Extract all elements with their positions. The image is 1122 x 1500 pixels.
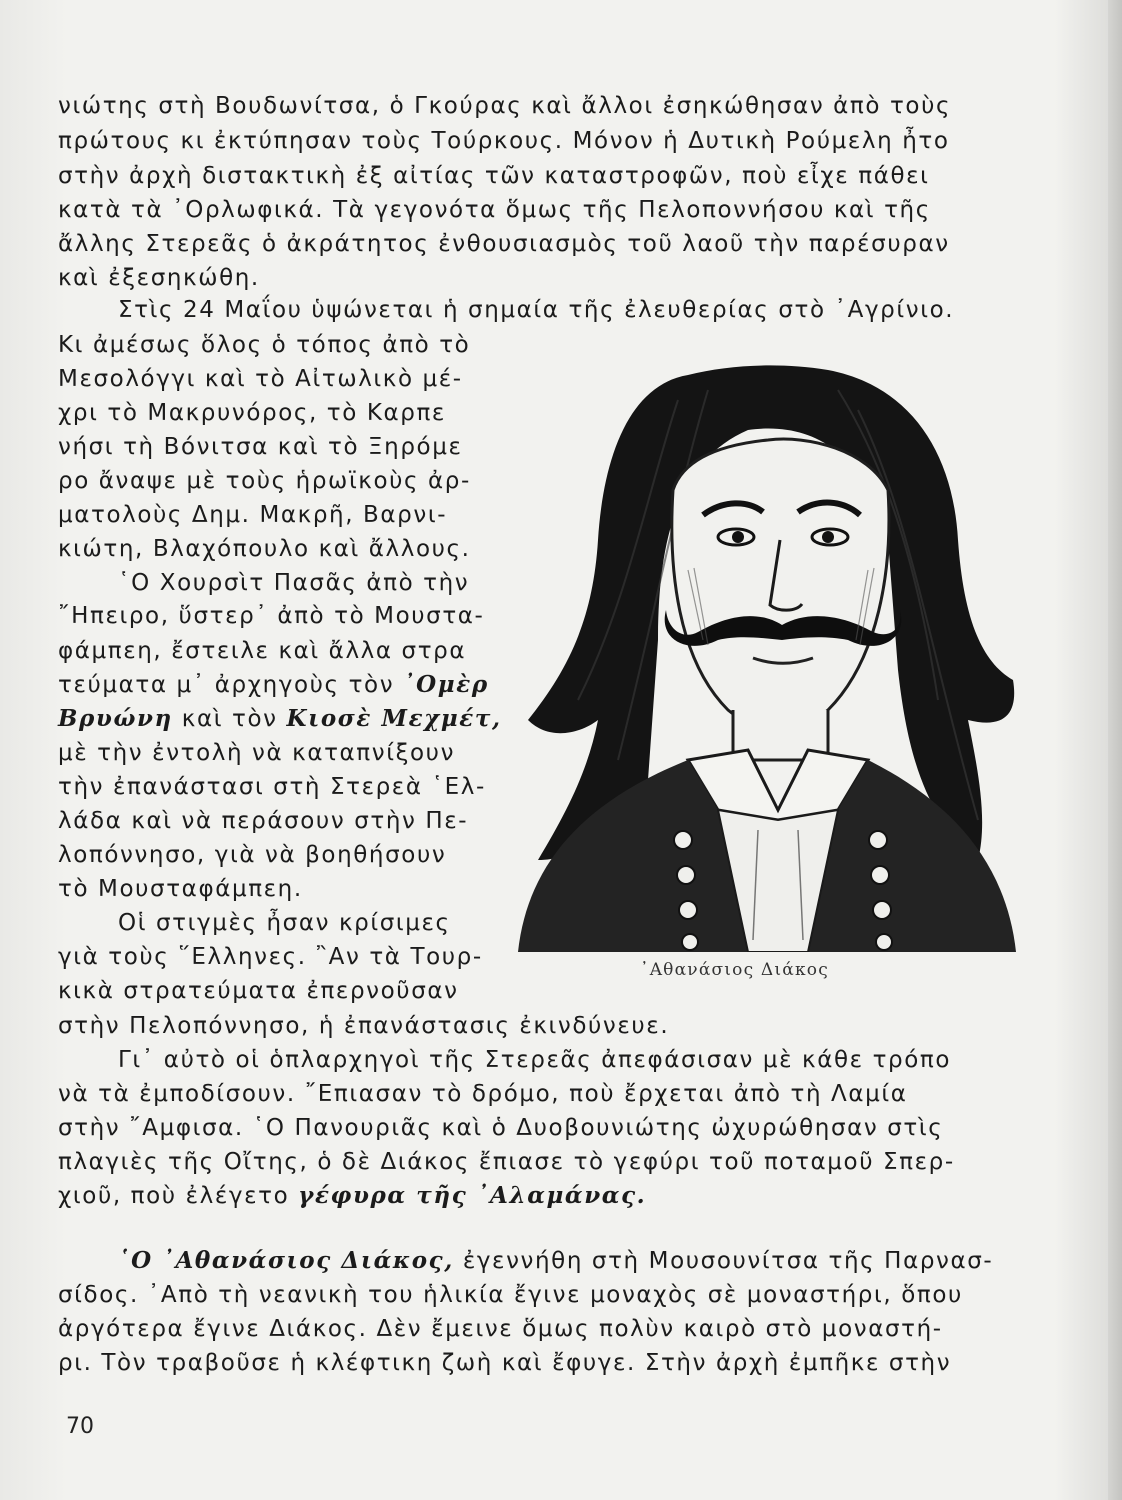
text-line: κικὰ στρατεύματα ἐπερνοῦσαν (58, 978, 459, 1004)
text-line: λάδα καὶ νὰ περάσουν στὴν Πε- (58, 808, 469, 834)
text-line: μὲ τὴν ἐντολὴ νὰ καταπνίξουν (58, 740, 456, 766)
text-line: ἀργότερα ἔγινε Διάκος. Δὲν ἔμεινε ὅμως πολὺν καιρὸ στὸ μοναστή- (58, 1316, 943, 1342)
text-line: γιὰ τοὺς ῞Ελληνες. ῍Αν τὰ Τουρ- (58, 944, 483, 970)
page-number: 70 (66, 1414, 94, 1439)
text-line: Γι᾿ αὐτὸ οἱ ὁπλαρχηγοὶ τῆς Στερεᾶς ἀπεφάσισαν μὲ κάθε τρόπο (118, 1047, 952, 1073)
text-line: κατὰ τὰ ᾿Ορλωφικά. Τὰ γεγονότα ὅμως τῆς Πελοποννήσου καὶ τῆς (58, 197, 931, 223)
text-line (58, 671, 489, 699)
text-line: ἄλλης Στερεᾶς ὁ ἀκράτητος ἐνθουσιασμὸς τοῦ λαοῦ τὴν παρέσυραν (58, 231, 950, 257)
portrait-illustration (508, 340, 1026, 952)
emphasis-kiose: Κιοσὲ Μεχμέτ, (286, 705, 502, 732)
text-line (58, 1182, 646, 1210)
text-line: ρο ἄναψε μὲ τοὺς ἡρωϊκοὺς ἀρ- (58, 468, 471, 494)
emphasis-gefyra: γέφυρα τῆς ᾿Αλαμάνας. (298, 1182, 647, 1209)
text-segment: χιοῦ, ποὺ ἐλέγετο (58, 1183, 290, 1209)
text-line: νιώτης στὴ Βουδωνίτσα, ὁ Γκούρας καὶ ἄλλοι ἐσηκώθησαν ἀπὸ τοὺς (58, 93, 952, 119)
text-line: ῾Ο Χουρσὶτ Πασᾶς ἀπὸ τὴν (118, 570, 470, 596)
text-line: τὸ Μουσταφάμπεη. (58, 876, 303, 902)
text-line: πλαγιὲς τῆς Οἴτης, ὁ δὲ Διάκος ἔπιασε τὸ γεφύρι τοῦ ποταμοῦ Σπερ- (58, 1149, 955, 1175)
text-line: σίδος. ᾿Απὸ τὴ νεανικὴ του ἡλικία ἔγινε μοναχὸς σὲ μοναστήρι, ὅπου (58, 1282, 963, 1308)
figure-caption: ᾿Αθανάσιος Διάκος (640, 960, 829, 980)
text-line: νήσι τὴ Βόνιτσα καὶ τὸ Ξηρόμε (58, 434, 463, 460)
text-line: Κι ἀμέσως ὅλος ὁ τόπος ἀπὸ τὸ (58, 332, 471, 358)
emphasis-vryoni: Βρυώνη (58, 705, 173, 732)
text-segment: τεύματα μ᾿ ἀρχηγοὺς τὸν (58, 672, 395, 698)
emphasis-diakos: ῾Ο ᾿Αθανάσιος Διάκος, (118, 1247, 454, 1274)
text-line: στὴν ῎Αμφισα. ῾Ο Πανουριᾶς καὶ ὁ Δυοβουνιώτης ὠχυρώθησαν στὶς (58, 1115, 944, 1141)
text-line: πρώτους κι ἐκτύπησαν τοὺς Τούρκους. Μόνον ἡ Δυτικὴ Ρούμελη ἦτο (58, 128, 950, 154)
text-line: Στὶς 24 Μαΐου ὑψώνεται ἡ σημαία τῆς ἐλευθερίας στὸ ᾿Αγρίνιο. (118, 297, 955, 323)
emphasis-omer: ᾿Ομὲρ (403, 671, 489, 698)
text-line: λοπόννησο, γιὰ νὰ βοηθήσουν (58, 842, 447, 868)
text-segment: καὶ τὸν (181, 706, 278, 732)
text-line: τὴν ἐπανάστασι στὴ Στερεὰ ῾Ελ- (58, 774, 486, 800)
text-segment: ἐγεννήθη στὴ Μουσουνίτσα τῆς Παρνασ- (462, 1248, 994, 1274)
text-line: φάμπεη, ἔστειλε καὶ ἄλλα στρα (58, 638, 467, 664)
text-line: Μεσολόγγι καὶ τὸ Αἰτωλικὸ μέ- (58, 366, 463, 392)
text-line: νὰ τὰ ἐμποδίσουν. ῎Επιασαν τὸ δρόμο, ποὺ ἔρχεται ἀπὸ τὴ Λαμία (58, 1081, 908, 1107)
text-line: κιώτη, Βλαχόπουλο καὶ ἄλλους. (58, 536, 471, 562)
text-line (118, 1247, 993, 1275)
text-line: χρι τὸ Μακρυνόρος, τὸ Καρπε (58, 400, 446, 426)
text-line: ῎Ηπειρο, ὕστερ᾿ ἀπὸ τὸ Μουστα- (58, 603, 485, 629)
text-line: ματολοὺς Δημ. Μακρῆ, Βαρνι- (58, 502, 448, 528)
text-line: ρι. Τὸν τραβοῦσε ἡ κλέφτικη ζωὴ καὶ ἔφυγε. Στὴν ἀρχὴ ἐμπῆκε στὴν (58, 1350, 952, 1376)
text-line: καὶ ἐξεσηκώθη. (58, 265, 260, 291)
text-line (58, 705, 502, 733)
text-line: Οἱ στιγμὲς ἦσαν κρίσιμες (118, 910, 451, 936)
page-edge (1108, 0, 1122, 1500)
text-line: στὴν ἀρχὴ διστακτικὴ ἐξ αἰτίας τῶν καταστροφῶν, ποὺ εἶχε πάθει (58, 163, 930, 189)
text-line: στὴν Πελοπόννησο, ἡ ἐπανάστασις ἐκινδύνευε. (58, 1013, 670, 1039)
